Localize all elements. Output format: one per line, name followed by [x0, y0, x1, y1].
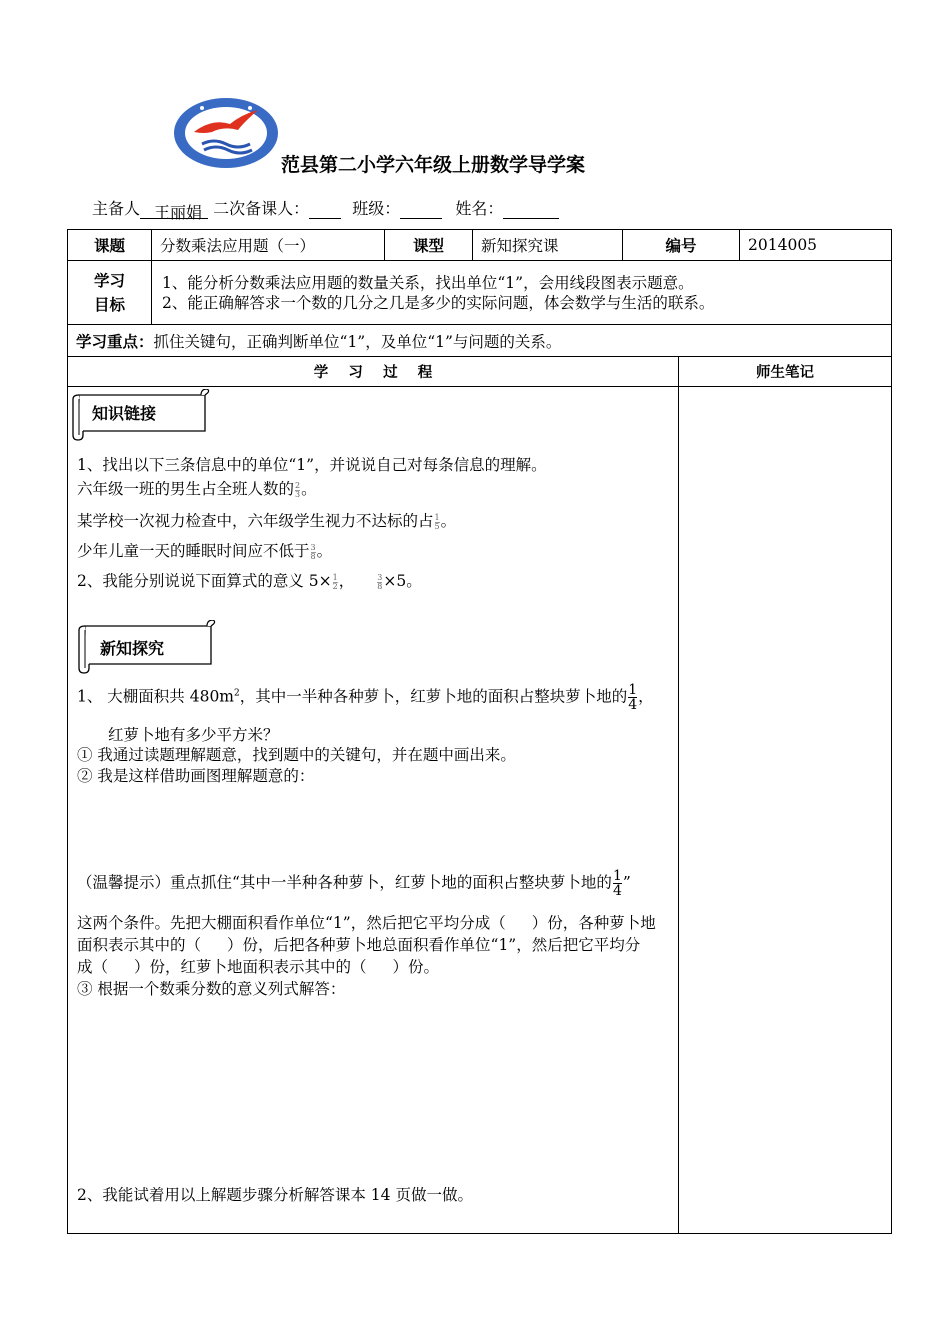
s2-hint-line-3: [77, 933, 640, 955]
frac-num: 2: [295, 480, 301, 490]
s2-problem-1-line2: 红萝卜地有多少平方米？: [108, 726, 279, 744]
s2-hint-l4b: ）份，红萝卜地面积表示其中的（: [134, 958, 367, 976]
s1-info-3: [77, 539, 332, 561]
goal-1: 1、能分析分数乘法应用题的数量关系，找出单位“1”，会用线段图表示题意。: [162, 273, 694, 292]
process-header: 学 习 过 程: [68, 357, 679, 387]
s2-hint-l3b: ）份，后把各种萝卜地总面积看作单位“1”，然后把它平均分: [227, 936, 641, 954]
code-value: 2014005: [740, 230, 892, 261]
goals-content: [152, 261, 892, 325]
s2-hint-l4a: 成（: [77, 958, 109, 976]
frac-den: 4: [628, 697, 638, 713]
frac-num: 3: [310, 542, 316, 552]
s1-info-3-text: 少年儿童一天的睡眠时间应不低于: [77, 542, 310, 560]
s1-q2-mid: ，: [338, 572, 355, 590]
s2-p1-sup: 2: [234, 688, 240, 699]
s2-hint-start: （温馨提示）重点抓住“其中一半种各种萝卜，红萝卜地的面积占整块萝卜地的: [77, 873, 612, 892]
class-blank: [400, 200, 442, 219]
s2-hint-l4c: ）份。: [392, 958, 440, 976]
s2-step-1: ① 我通过读题理解题意，找到题中的关键句，并在题中画出来。: [77, 746, 516, 764]
topic-label: 课题: [68, 230, 152, 261]
s1-info-1-text: 六年级一班的男生占全班人数的: [77, 480, 295, 498]
frac-den: 3: [295, 489, 301, 499]
s2-step-2: ② 我是这样借助画图理解题意的：: [77, 767, 315, 785]
frac-num: 3: [377, 572, 383, 582]
process-content: [68, 387, 679, 1234]
banner-new-exploration: 新知探究: [100, 639, 165, 658]
fraction-1-4-hint: [613, 869, 622, 898]
frac-num: 1: [628, 682, 638, 698]
focus-row: [68, 325, 892, 357]
s1-info-2-end: 。: [440, 512, 457, 530]
name-blank: [503, 200, 559, 219]
s1-question-2: [77, 569, 422, 591]
s1-info-1: [77, 477, 317, 499]
s2-hint-l2b: ）份，各种萝卜地: [531, 914, 656, 932]
frac-den: 4: [612, 883, 622, 899]
fraction-2-3: [295, 482, 300, 499]
s2-hint-line-1: [77, 869, 631, 898]
focus-label: 学习重点：: [76, 332, 154, 351]
secondary-blank: [309, 200, 341, 219]
notes-header: 师生笔记: [679, 357, 892, 387]
frac-num: 1: [332, 572, 338, 582]
type-value: 新知探究课: [473, 230, 623, 261]
s1-q2-text: 2、我能分别说说下面算式的意义 5×: [77, 572, 332, 590]
s2-question-2: 2、我能试着用以上解题步骤分析解答课本 14 页做一做。: [77, 1186, 473, 1204]
frac-den: 8: [377, 581, 383, 591]
type-label: 课型: [385, 230, 473, 261]
fraction-3-8-b: [377, 574, 382, 591]
author-line: [92, 196, 559, 222]
focus-text: 抓住关键句，正确判断单位“1”，及单位“1”与问题的关系。: [153, 332, 562, 351]
s2-hint-line-4: [77, 955, 439, 977]
s2-p1-end: ，: [638, 687, 654, 706]
s2-p1-start: 1、 大棚面积共 480m: [77, 687, 234, 706]
author-label: 主备人: [92, 199, 141, 218]
frac-den: 2: [332, 581, 338, 591]
author-name: 王丽娟: [140, 200, 208, 219]
code-label: 编号: [623, 230, 740, 261]
s2-hint-end: ”: [622, 873, 631, 892]
fraction-1-2: [333, 574, 338, 591]
frac-num: 1: [434, 512, 440, 522]
goals-label-2: 目标: [93, 295, 125, 314]
frac-num: 1: [612, 868, 622, 884]
s1-info-2: [77, 509, 456, 531]
goals-label-1: 学习: [93, 271, 125, 290]
secondary-label: 二次备课人：: [213, 199, 310, 218]
s1-info-3-end: 。: [316, 542, 333, 560]
fraction-3-8: [311, 544, 316, 561]
page-title: 范县第二小学六年级上册数学导学案: [281, 154, 586, 176]
s1-info-1-end: 。: [301, 480, 317, 498]
s2-hint-l2a: 这两个条件。先把大棚面积看作单位“1”，然后把它平均分成（: [77, 914, 506, 932]
goal-2: 2、能正确解答求一个数的几分之几是多少的实际问题，体会数学与生活的联系。: [162, 293, 715, 312]
frac-den: 5: [434, 521, 440, 531]
school-logo: [172, 96, 280, 170]
s1-question-1: 1、找出以下三条信息中的单位“1”，并说说自己对每条信息的理解。: [77, 456, 547, 474]
fraction-1-5: [435, 514, 440, 531]
s2-p1-rest: ，其中一半种各种萝卜，红萝卜地的面积占整块萝卜地的: [239, 687, 628, 706]
lesson-table: [67, 229, 892, 1234]
notes-column[interactable]: [679, 387, 892, 1234]
banner-knowledge-link: 知识链接: [92, 404, 157, 423]
s1-info-2-text: 某学校一次视力检查中，六年级学生视力不达标的占: [77, 512, 434, 530]
s2-hint-l3a: 面积表示其中的（: [77, 936, 202, 954]
frac-den: 8: [310, 551, 316, 561]
s1-q2-end: ×5。: [383, 572, 422, 590]
s2-hint-line-2: [77, 911, 656, 933]
goals-label: [68, 261, 152, 325]
name-label: 姓名：: [455, 199, 504, 218]
topic-value: 分数乘法应用题（一）: [152, 230, 385, 261]
fraction-1-4: [628, 683, 637, 712]
s2-problem-1: [77, 683, 654, 712]
s2-step-3: ③ 根据一个数乘分数的意义列式解答：: [77, 980, 346, 998]
class-label: 班级：: [352, 199, 401, 218]
